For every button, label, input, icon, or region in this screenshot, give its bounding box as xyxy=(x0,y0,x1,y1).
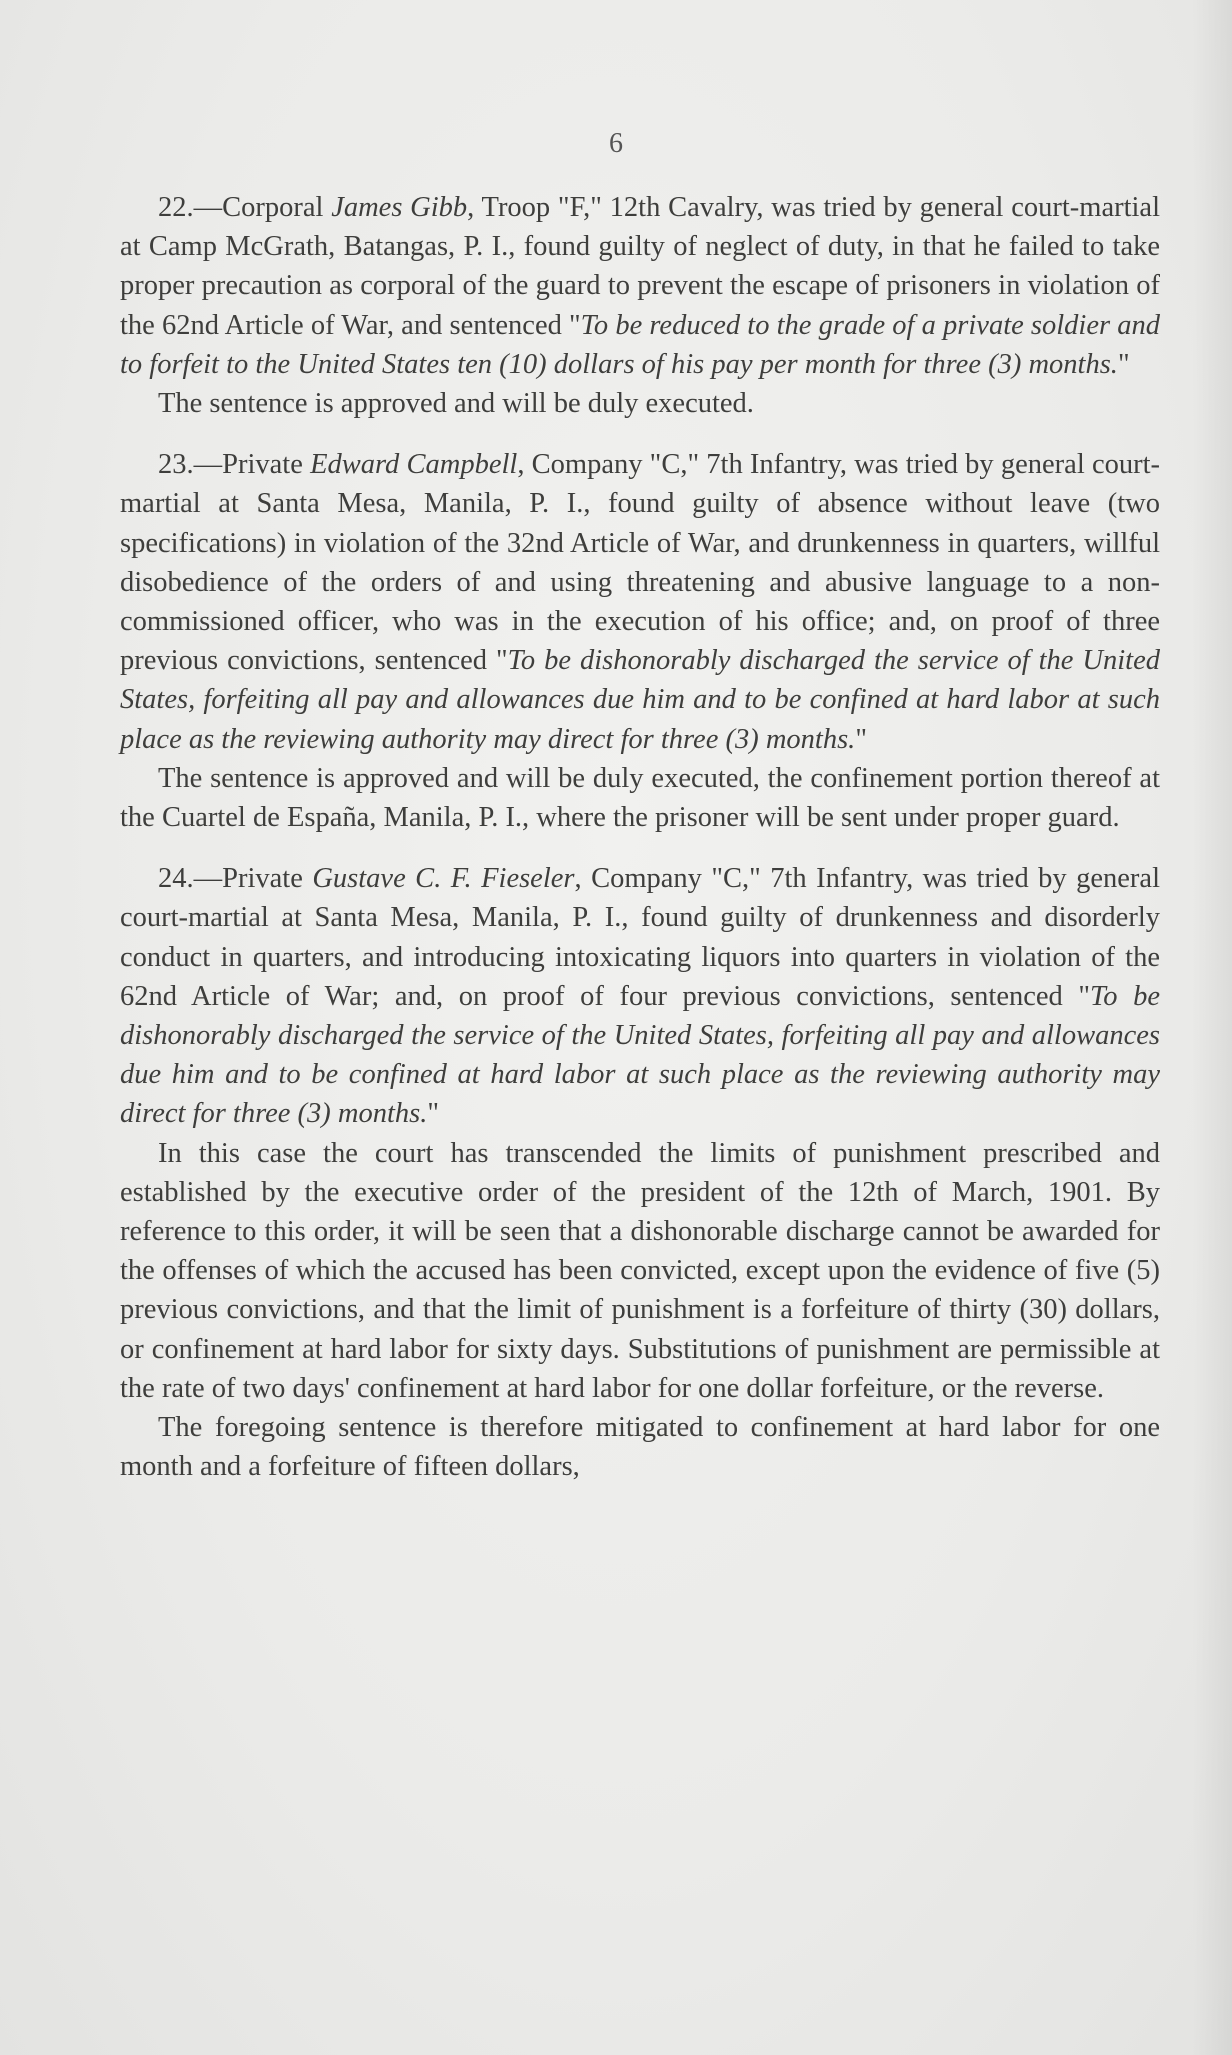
entry-charges: , Company "C," 7th Infantry, was tried by general court-martial at Santa Mesa, Manila, P. I., found guilty of drunkenness and disorderly conduct in quarters, and introducing intoxicating liquors into quarters in violation of the 62nd Article of War; and, on proof of four previous convictions, sentenced " xyxy=(120,863,1160,1012)
soldier-name: Edward Campbell xyxy=(310,449,518,481)
entry-24-paragraph xyxy=(120,859,1160,1133)
entry-number: 22.— xyxy=(158,192,223,223)
soldier-name: Gustave C. F. Fieseler xyxy=(312,863,575,895)
document-body xyxy=(120,188,1160,1487)
entry-sentence: To be reduced to the grade of a private soldier and to forfeit to the United States ten (10) dollars of his pay per month for three (3) months. xyxy=(120,309,1161,380)
entry-number: 24.— xyxy=(158,863,223,895)
entry-sentence: To be dishonorably discharged the service of the United States, forfeiting all pay and allowances due him and to be confined at hard labor at such place as the reviewing authority may direct for three (3) months. xyxy=(120,645,1160,755)
entry-22-action: The sentence is approved and will be duly executed. xyxy=(158,388,754,420)
entry-rank: Private xyxy=(222,863,313,895)
page-edge-shadow xyxy=(1192,0,1232,2055)
closing-quote: " xyxy=(1117,348,1130,380)
entry-22-paragraph xyxy=(120,188,1160,384)
entry-charges: , Company "C," 7th Infantry, was tried by general court-martial at Santa Mesa, Manila, P. I., found guilty of absence without leave (two specifications) in violation of the 32nd Article of War, and drunkenness in quarters, willful disobedience of the orders of and using threatening and abusive language to a non-commissioned officer, who was in the execution of his office; and, on proof of three previous convictions, sentenced " xyxy=(120,449,1160,677)
entry-24-action: In this case the court has transcended the limits of punishment prescribed and established by the executive order of the president of the 12th of March, 1901. By reference to this order, it will be seen that a dishonorable discharge cannot be awarded for the offenses of which the accused has been convicted, except upon the evidence of five (5) previous convictions, and that the limit of punishment is a forfeiture of thirty (30) dollars, or confinement at hard labor for sixty days. Substitutions of punishment are permissible at the rate of two days' confinement at hard labor for one dollar forfeiture, or the reverse. xyxy=(120,1137,1160,1404)
entry-sentence: To be dishonorably discharged the service of the United States, forfeiting all pay and allowances due him and to be confined at hard labor at such place as the reviewing authority may direct for three (3) months. xyxy=(120,980,1160,1130)
entry-rank: Corporal xyxy=(222,192,332,223)
closing-quote: " xyxy=(855,723,867,755)
page-number: 6 xyxy=(609,128,623,159)
entry-number: 23.— xyxy=(158,449,223,481)
entry-23-paragraph xyxy=(120,445,1160,759)
entry-rank: Private xyxy=(222,449,311,481)
soldier-name: James Gibb xyxy=(331,192,468,223)
entry-charges: , Troop "F," 12th Cavalry, was tried by general court-martial at Camp McGrath, Batangas, P. I., found guilty of neglect of duty, in that he failed to take proper precaution as corporal of the guard to prevent the escape of prisoners in violation of the 62nd Article of War, and sentenced " xyxy=(120,192,1160,341)
closing-quote: " xyxy=(427,1098,440,1130)
entry-24-mitigation: The foregoing sentence is therefore mitigated to confinement at hard labor for one month and a forfeiture of fifteen dollars, xyxy=(120,1412,1160,1483)
entry-23-action: The sentence is approved and will be duly executed, the confinement portion thereof at the Cuartel de España, Manila, P. I., where the prisoner will be sent under proper guard. xyxy=(120,762,1160,834)
